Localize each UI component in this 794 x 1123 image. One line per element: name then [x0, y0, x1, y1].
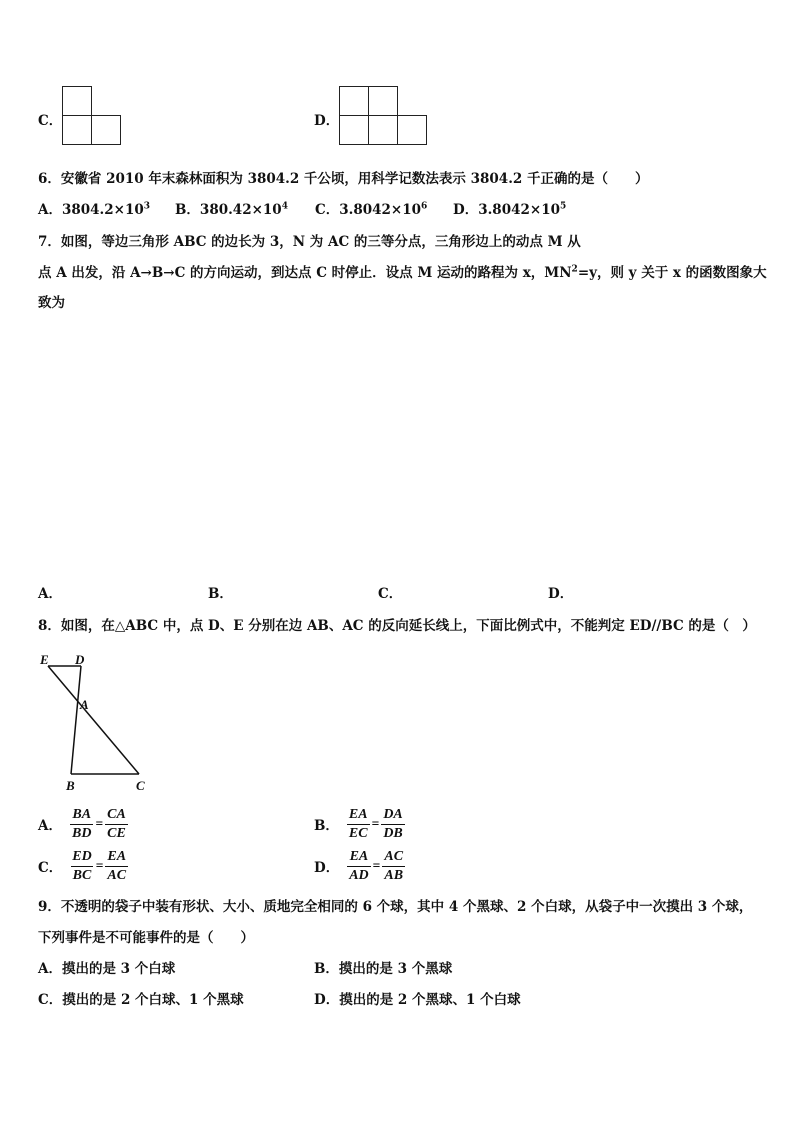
denominator: AC	[107, 867, 127, 883]
q6-option-d-base: 3.8042×10	[478, 202, 560, 218]
q6-option-a[interactable]	[38, 198, 150, 218]
label-b: B	[66, 778, 75, 793]
equals-sign: =	[95, 858, 104, 873]
q6-option-b-label: B．	[175, 202, 200, 218]
label-d: D	[75, 652, 85, 667]
q6-option-a-label: A．	[38, 202, 62, 218]
segment-ec	[48, 666, 139, 774]
label-a: A	[80, 697, 89, 712]
fraction	[381, 806, 404, 843]
fraction	[105, 848, 128, 885]
q8-option-b[interactable]	[314, 804, 405, 844]
denominator: BC	[72, 867, 92, 883]
q8-option-d[interactable]	[314, 846, 405, 886]
q8-option-c[interactable]	[38, 846, 128, 886]
q7-option-b[interactable]: B．	[208, 586, 233, 602]
q9-stem-line1: 9．不透明的袋子中装有形状、大小、质地完全相同的 6 个球，其中 4 个黑球、2 个白球，从袋子中一次摸出 3 个球，	[38, 899, 753, 915]
numerator: EA	[107, 848, 127, 864]
q6-option-a-base: 3804.2×10	[61, 202, 144, 218]
fraction	[347, 848, 370, 885]
q5-option-c-label[interactable]: C．	[38, 113, 63, 129]
q7-option-d[interactable]: D．	[548, 586, 574, 602]
fraction	[70, 806, 93, 843]
q6-option-b-exp: 4	[281, 201, 288, 212]
q5-option-d-label[interactable]: D．	[314, 113, 340, 129]
fraction	[347, 806, 370, 843]
q5-option-d-figure	[339, 86, 429, 146]
q6-option-d-label: D．	[453, 202, 479, 218]
q7-stem-line2	[38, 261, 767, 281]
numerator: DA	[383, 806, 403, 822]
q6-option-d-exp: 5	[559, 201, 567, 212]
q5-option-c-figure	[62, 86, 122, 146]
denominator: AB	[384, 867, 404, 883]
equals-sign: =	[372, 858, 381, 873]
q7-option-a[interactable]: A．	[38, 586, 62, 602]
q6-option-c-exp: 6	[421, 201, 428, 212]
denominator: DB	[383, 825, 403, 841]
denominator: EC	[348, 825, 368, 841]
q6-option-a-exp: 3	[143, 201, 151, 212]
numerator: CA	[107, 806, 126, 822]
q6-option-d[interactable]	[453, 198, 566, 218]
fraction	[382, 848, 405, 885]
numerator: ED	[72, 848, 92, 864]
q6-option-c-label: C．	[315, 202, 340, 218]
q7-stem-line2-b: =y，则 y 关于 x 的函数图象大	[577, 265, 767, 281]
fraction	[105, 806, 128, 843]
q6-stem: 6．安徽省 2010 年末森林面积为 3804.2 千公顷，用科学记数法表示 3804.2 千正确的是（ ）	[38, 171, 649, 187]
q7-option-c[interactable]: C．	[378, 586, 403, 602]
q8-option-a-label: A．	[38, 818, 62, 834]
segment-db	[71, 666, 81, 774]
q9-option-b[interactable]: B．摸出的是 3 个黑球	[314, 961, 453, 977]
q9-option-a[interactable]: A．摸出的是 3 个白球	[38, 961, 176, 977]
q8-option-d-label: D．	[314, 860, 340, 876]
q8-stem: 8．如图，在△ABC 中，点 D、E 分别在边 AB、AC 的反向延长线上，下面比例式中，不能判定 ED//BC 的是（ ）	[38, 618, 756, 634]
denominator: BD	[71, 825, 92, 841]
q9-option-d[interactable]: D．摸出的是 2 个黑球、1 个白球	[314, 992, 521, 1008]
q9-stem-line2: 下列事件是不可能事件的是（ ）	[38, 930, 254, 946]
fraction	[70, 848, 93, 885]
equals-sign: =	[95, 816, 104, 831]
q8-triangle-figure	[36, 650, 156, 795]
q7-stem-line3: 致为	[38, 295, 65, 311]
q6-option-b[interactable]	[175, 198, 288, 218]
numerator: AC	[384, 848, 404, 864]
q6-option-b-base: 380.42×10	[199, 202, 282, 218]
q7-stem-line2-sup: 2	[571, 264, 578, 275]
numerator: EA	[348, 806, 368, 822]
numerator: BA	[72, 806, 92, 822]
q7-stem-line1: 7．如图，等边三角形 ABC 的边长为 3，N 为 AC 的三等分点，三角形边上的动点 M 从	[38, 234, 581, 250]
equals-sign: =	[371, 816, 380, 831]
numerator: EA	[349, 848, 369, 864]
q8-option-a[interactable]	[38, 804, 128, 844]
denominator: CE	[107, 825, 126, 841]
q8-option-c-label: C．	[38, 860, 63, 876]
label-c: C	[136, 778, 145, 793]
q8-option-b-label: B．	[314, 818, 339, 834]
q7-stem-line2-a: 点 A 出发，沿 A→B→C 的方向运动，到达点 C 时停止．设点 M 运动的路程为 x，MN	[38, 265, 572, 281]
label-e: E	[40, 652, 49, 667]
q6-option-c-base: 3.8042×10	[339, 202, 422, 218]
denominator: AD	[349, 867, 369, 883]
q6-option-c[interactable]	[315, 198, 427, 218]
q9-option-c[interactable]: C．摸出的是 2 个白球、1 个黑球	[38, 992, 244, 1008]
